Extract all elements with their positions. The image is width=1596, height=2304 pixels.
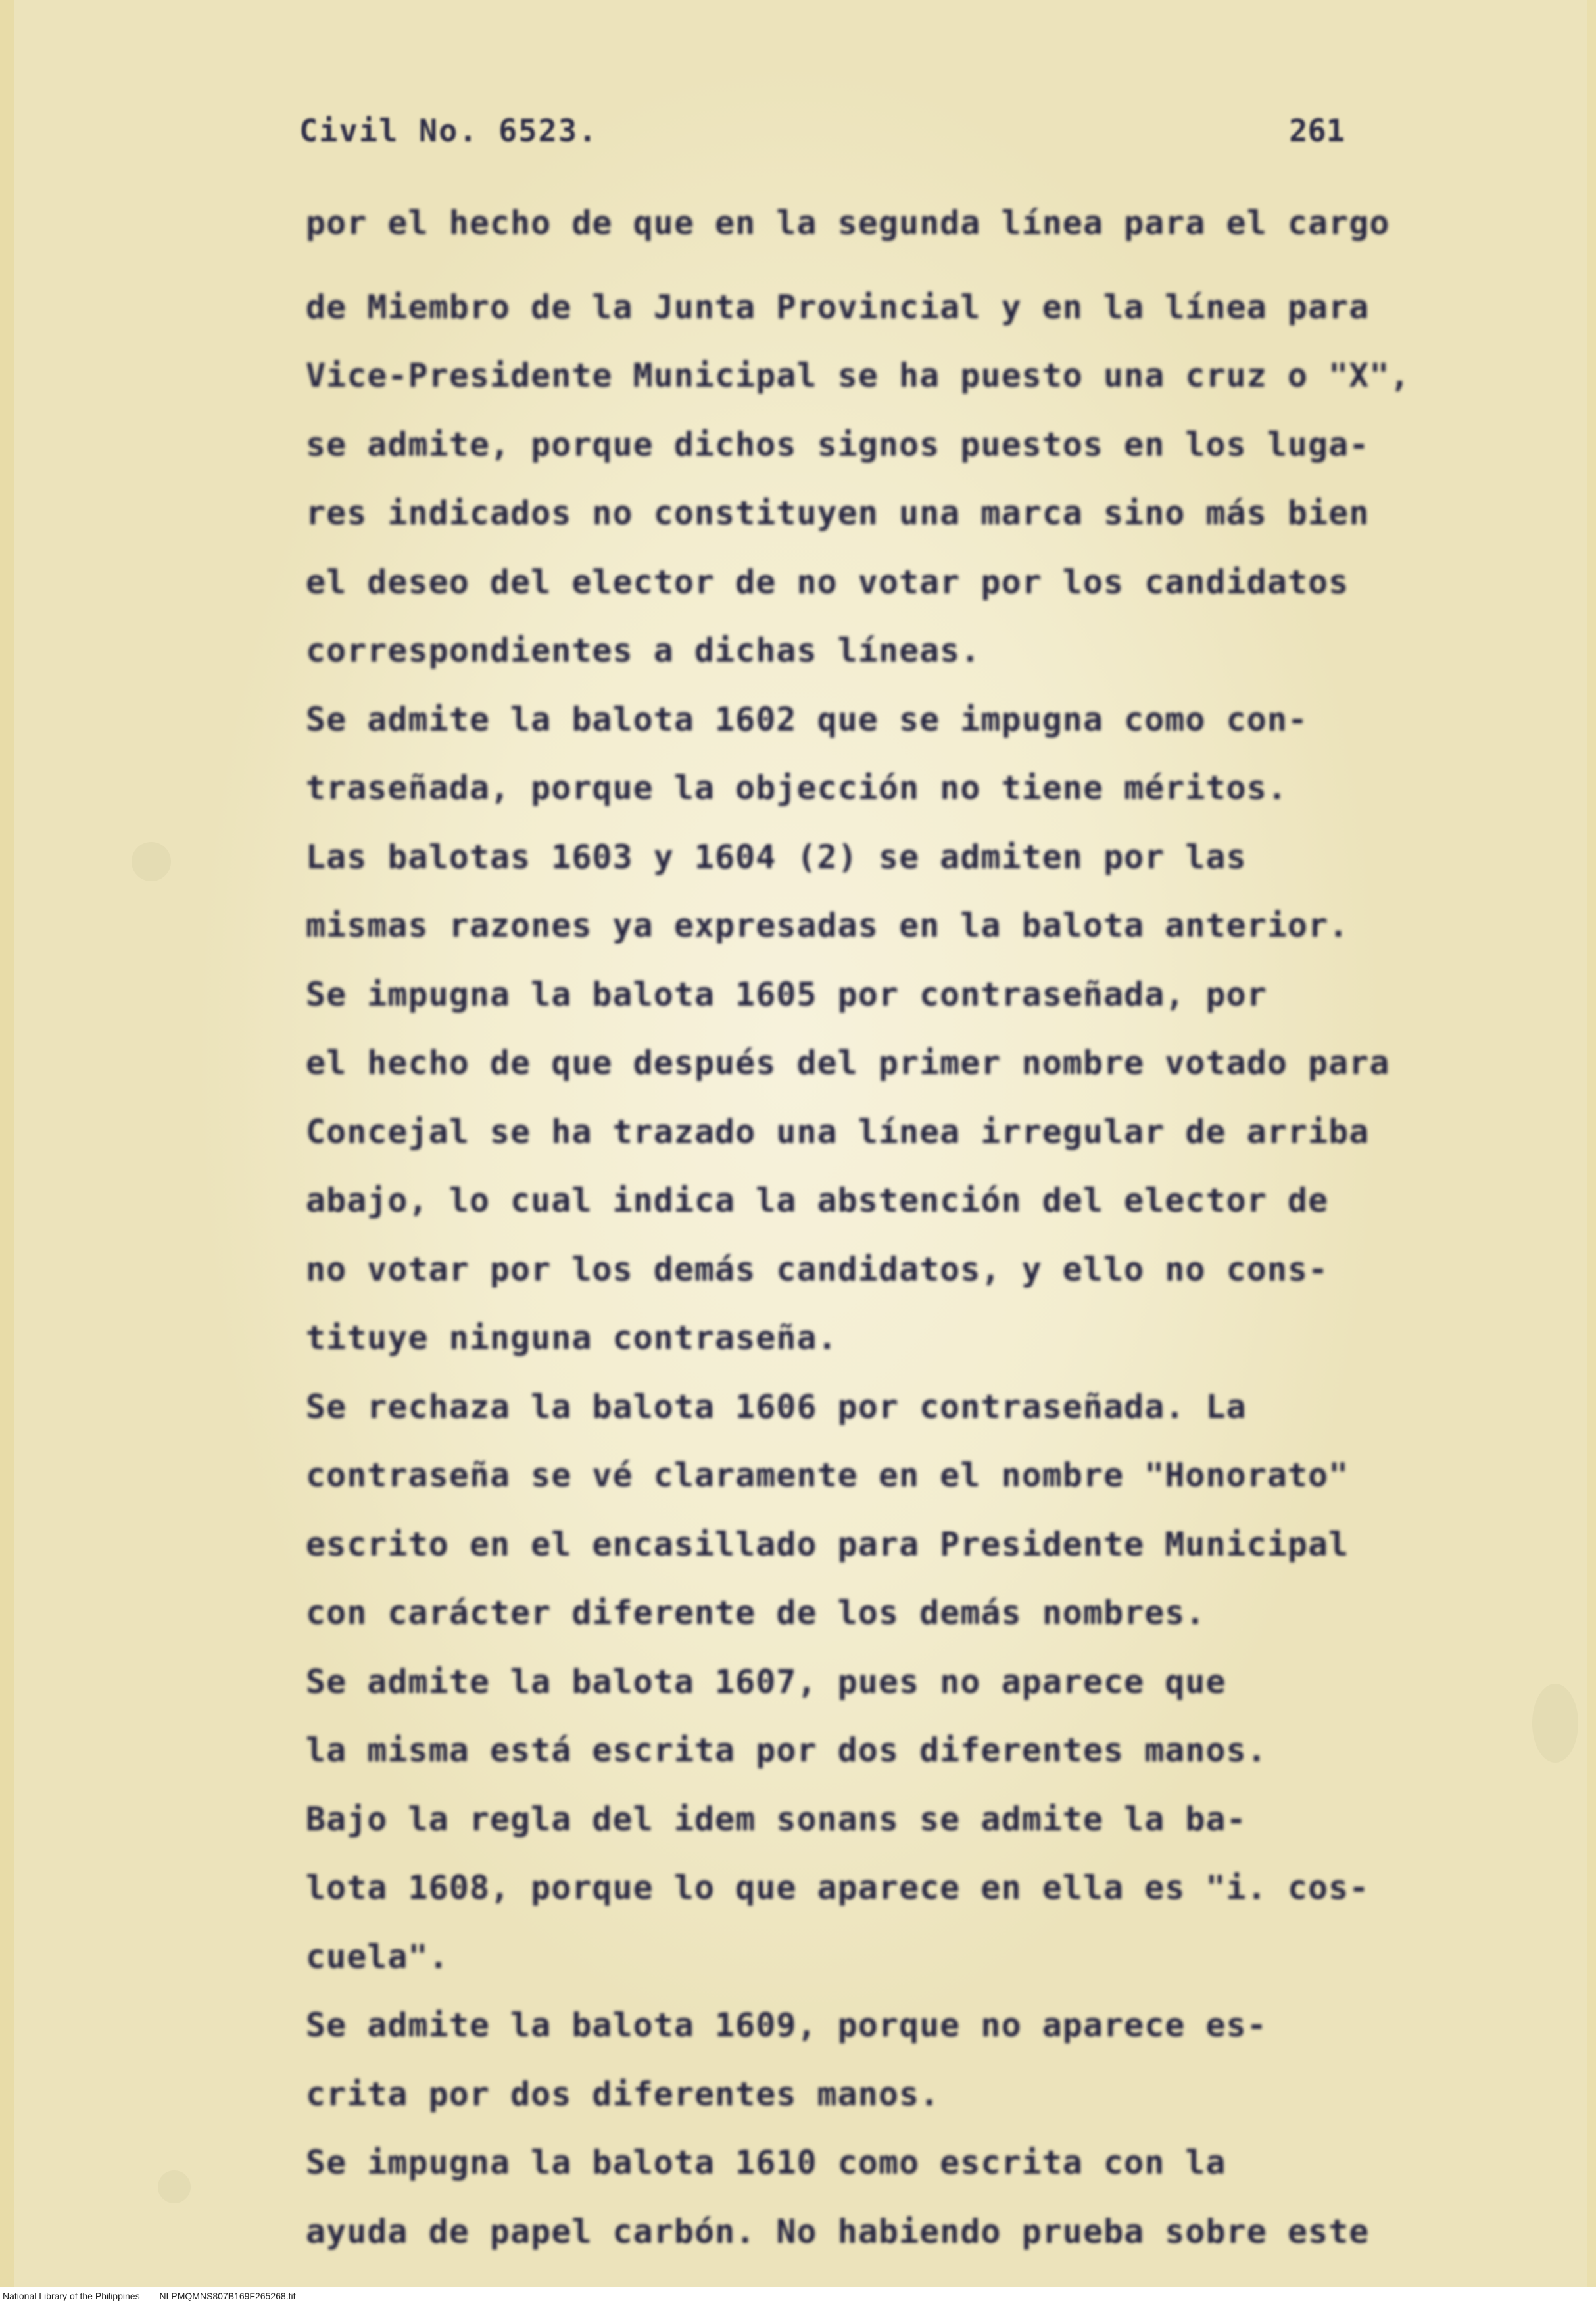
text-line: se admite, porque dichos signos puestos en los luga- (306, 425, 1370, 464)
paper-stain (158, 2170, 191, 2203)
text-line: Se admite la balota 1609, porque no aparece es- (306, 2006, 1267, 2044)
text-line: Bajo la regla del idem sonans se admite la ba- (306, 1800, 1247, 1838)
text-line: Se admite la balota 1607, pues no aparece que (306, 1662, 1226, 1701)
text-line: res indicados no constituyen una marca sino más bien (306, 494, 1370, 532)
text-line: crita por dos diferentes manos. (306, 2074, 940, 2113)
text-line: cuela". (306, 1937, 449, 1976)
page-header (299, 113, 1345, 159)
text-line: Se rechaza la balota 1606 por contraseñada. La (306, 1387, 1247, 1426)
file-identifier: NLPMQMNS807B169F265268.tif (159, 2291, 296, 2301)
text-line: mismas razones ya expresadas en la balota anterior. (306, 906, 1349, 944)
text-line: el deseo del elector de no votar por los candidatos (306, 562, 1349, 601)
text-line: lota 1608, porque lo que aparece en ella es "i. cos- (306, 1869, 1370, 1907)
page-edge-left (0, 0, 14, 2304)
text-line: con carácter diferente de los demás nombres. (306, 1594, 1206, 1632)
page-number: 261 (1289, 113, 1345, 149)
text-line: escrito en el encasillado para Presidente Municipal (306, 1525, 1349, 1563)
text-line: abajo, lo cual indica la abstención del elector de (306, 1181, 1329, 1219)
text-line: de Miembro de la Junta Provincial y en la línea para (306, 287, 1370, 326)
document-body (306, 204, 1411, 2266)
text-line: Las balotas 1603 y 1604 (2) se admiten por las (306, 837, 1247, 876)
text-line: Se admite la balota 1602 que se impugna como con- (306, 700, 1309, 739)
text-line: tituye ninguna contraseña. (306, 1319, 838, 1357)
scan-footer (3, 2291, 312, 2301)
text-line: por el hecho de que en la segunda línea para el cargo (306, 204, 1390, 242)
text-line: traseñada, porque la objección no tiene méritos. (306, 769, 1288, 807)
text-line: Se impugna la balota 1605 por contraseñada, por (306, 975, 1267, 1014)
text-line: el hecho de que después del primer nombre votado para (306, 1044, 1390, 1082)
library-credit: National Library of the Philippines (3, 2291, 140, 2301)
page-edge-right (1587, 0, 1596, 2304)
text-line: correspondientes a dichas líneas. (306, 631, 981, 670)
text-line: Vice-Presidente Municipal se ha puesto una cruz o "X", (306, 356, 1411, 395)
case-number: Civil No. 6523. (299, 113, 598, 149)
text-line: no votar por los demás candidatos, y ello no cons- (306, 1250, 1329, 1288)
text-line: contraseña se vé claramente en el nombre "Honorato" (306, 1456, 1349, 1494)
text-line: la misma está escrita por dos diferentes manos. (306, 1731, 1267, 1769)
text-line: Concejal se ha trazado una línea irregular de arriba (306, 1112, 1370, 1151)
paper-stain (132, 842, 171, 881)
text-line: ayuda de papel carbón. No habiendo prueba sobre este (306, 2212, 1370, 2251)
text-line: Se impugna la balota 1610 como escrita con la (306, 2144, 1226, 2182)
paper-stain (1532, 1684, 1578, 1763)
